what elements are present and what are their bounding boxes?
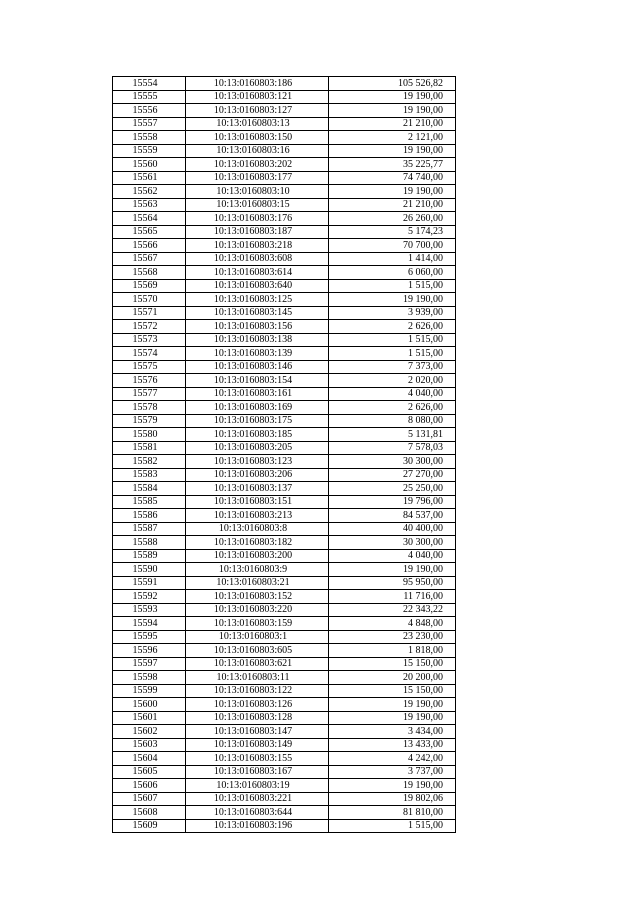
row-number-cell: 15601 [113,711,186,725]
row-number-cell: 15565 [113,225,186,239]
row-number-cell: 15585 [113,495,186,509]
value-cell: 19 190,00 [329,698,456,712]
table-row [113,293,456,307]
cadastral-number-cell: 10:13:0160803:19 [186,779,329,793]
table-row [113,144,456,158]
cadastral-number-cell: 10:13:0160803:159 [186,617,329,631]
value-cell: 7 373,00 [329,360,456,374]
cadastral-number-cell: 10:13:0160803:9 [186,563,329,577]
cadastral-number-cell: 10:13:0160803:167 [186,765,329,779]
value-cell: 4 040,00 [329,549,456,563]
row-number-cell: 15555 [113,90,186,104]
value-cell: 2 626,00 [329,320,456,334]
row-number-cell: 15554 [113,77,186,91]
row-number-cell: 15584 [113,482,186,496]
row-number-cell: 15573 [113,333,186,347]
table-row [113,819,456,833]
cadastral-number-cell: 10:13:0160803:21 [186,576,329,590]
row-number-cell: 15580 [113,428,186,442]
table-row [113,266,456,280]
row-number-cell: 15575 [113,360,186,374]
row-number-cell: 15577 [113,387,186,401]
table-row [113,374,456,388]
table-row [113,482,456,496]
table-row [113,347,456,361]
table-row [113,711,456,725]
value-cell: 15 150,00 [329,684,456,698]
cadastral-number-cell: 10:13:0160803:221 [186,792,329,806]
row-number-cell: 15589 [113,549,186,563]
cadastral-number-cell: 10:13:0160803:177 [186,171,329,185]
row-number-cell: 15557 [113,117,186,131]
table-row [113,509,456,523]
table-row [113,117,456,131]
table-row [113,77,456,91]
row-number-cell: 15596 [113,644,186,658]
value-cell: 74 740,00 [329,171,456,185]
row-number-cell: 15594 [113,617,186,631]
cadastral-number-cell: 10:13:0160803:202 [186,158,329,172]
value-cell: 13 433,00 [329,738,456,752]
row-number-cell: 15593 [113,603,186,617]
table-row [113,590,456,604]
table-row [113,279,456,293]
table-row [113,252,456,266]
cadastral-number-cell: 10:13:0160803:206 [186,468,329,482]
cadastral-number-cell: 10:13:0160803:138 [186,333,329,347]
cadastral-number-cell: 10:13:0160803:187 [186,225,329,239]
table-row [113,495,456,509]
row-number-cell: 15560 [113,158,186,172]
value-cell: 26 260,00 [329,212,456,226]
cadastral-number-cell: 10:13:0160803:182 [186,536,329,550]
cadastral-number-cell: 10:13:0160803:161 [186,387,329,401]
cadastral-number-cell: 10:13:0160803:149 [186,738,329,752]
cadastral-number-cell: 10:13:0160803:154 [186,374,329,388]
table-row [113,333,456,347]
cadastral-number-cell: 10:13:0160803:122 [186,684,329,698]
value-cell: 95 950,00 [329,576,456,590]
table-row [113,522,456,536]
row-number-cell: 15567 [113,252,186,266]
table-row [113,806,456,820]
row-number-cell: 15582 [113,455,186,469]
table-row [113,320,456,334]
value-cell: 2 121,00 [329,131,456,145]
row-number-cell: 15576 [113,374,186,388]
cadastral-value-table [112,76,456,833]
table-row [113,536,456,550]
value-cell: 15 150,00 [329,657,456,671]
cadastral-number-cell: 10:13:0160803:150 [186,131,329,145]
value-cell: 5 131,81 [329,428,456,442]
cadastral-number-cell: 10:13:0160803:13 [186,117,329,131]
value-cell: 19 190,00 [329,563,456,577]
cadastral-number-cell: 10:13:0160803:8 [186,522,329,536]
value-cell: 19 802,06 [329,792,456,806]
cadastral-number-cell: 10:13:0160803:156 [186,320,329,334]
row-number-cell: 15574 [113,347,186,361]
value-cell: 30 300,00 [329,455,456,469]
cadastral-number-cell: 10:13:0160803:16 [186,144,329,158]
cadastral-number-cell: 10:13:0160803:10 [186,185,329,199]
cadastral-number-cell: 10:13:0160803:151 [186,495,329,509]
row-number-cell: 15581 [113,441,186,455]
value-cell: 3 737,00 [329,765,456,779]
value-cell: 27 270,00 [329,468,456,482]
value-cell: 1 515,00 [329,279,456,293]
cadastral-number-cell: 10:13:0160803:213 [186,509,329,523]
cadastral-number-cell: 10:13:0160803:605 [186,644,329,658]
row-number-cell: 15606 [113,779,186,793]
value-cell: 5 174,23 [329,225,456,239]
cadastral-number-cell: 10:13:0160803:152 [186,590,329,604]
value-cell: 21 210,00 [329,117,456,131]
value-cell: 19 190,00 [329,293,456,307]
value-cell: 19 190,00 [329,144,456,158]
row-number-cell: 15558 [113,131,186,145]
value-cell: 19 190,00 [329,90,456,104]
cadastral-number-cell: 10:13:0160803:200 [186,549,329,563]
value-cell: 105 526,82 [329,77,456,91]
row-number-cell: 15569 [113,279,186,293]
row-number-cell: 15561 [113,171,186,185]
row-number-cell: 15564 [113,212,186,226]
row-number-cell: 15568 [113,266,186,280]
table-body [113,77,456,833]
cadastral-number-cell: 10:13:0160803:175 [186,414,329,428]
value-cell: 11 716,00 [329,590,456,604]
value-cell: 3 939,00 [329,306,456,320]
value-cell: 8 080,00 [329,414,456,428]
table-row [113,360,456,374]
value-cell: 2 626,00 [329,401,456,415]
table-row [113,549,456,563]
cadastral-number-cell: 10:13:0160803:640 [186,279,329,293]
value-cell: 21 210,00 [329,198,456,212]
cadastral-number-cell: 10:13:0160803:125 [186,293,329,307]
table-row [113,158,456,172]
table-row [113,225,456,239]
cadastral-number-cell: 10:13:0160803:146 [186,360,329,374]
row-number-cell: 15592 [113,590,186,604]
value-cell: 7 578,03 [329,441,456,455]
value-cell: 4 040,00 [329,387,456,401]
row-number-cell: 15597 [113,657,186,671]
cadastral-number-cell: 10:13:0160803:15 [186,198,329,212]
value-cell: 81 810,00 [329,806,456,820]
row-number-cell: 15607 [113,792,186,806]
row-number-cell: 15602 [113,725,186,739]
cadastral-number-cell: 10:13:0160803:621 [186,657,329,671]
value-cell: 19 190,00 [329,779,456,793]
row-number-cell: 15590 [113,563,186,577]
value-cell: 4 848,00 [329,617,456,631]
cadastral-number-cell: 10:13:0160803:169 [186,401,329,415]
value-cell: 70 700,00 [329,239,456,253]
value-cell: 40 400,00 [329,522,456,536]
value-cell: 19 796,00 [329,495,456,509]
cadastral-number-cell: 10:13:0160803:608 [186,252,329,266]
cadastral-number-cell: 10:13:0160803:644 [186,806,329,820]
row-number-cell: 15559 [113,144,186,158]
table-row [113,441,456,455]
value-cell: 19 190,00 [329,185,456,199]
value-cell: 22 343,22 [329,603,456,617]
row-number-cell: 15579 [113,414,186,428]
table-row [113,414,456,428]
row-number-cell: 15588 [113,536,186,550]
cadastral-number-cell: 10:13:0160803:220 [186,603,329,617]
value-cell: 6 060,00 [329,266,456,280]
cadastral-number-cell: 10:13:0160803:218 [186,239,329,253]
table-row [113,792,456,806]
cadastral-number-cell: 10:13:0160803:614 [186,266,329,280]
table-row [113,239,456,253]
cadastral-number-cell: 10:13:0160803:123 [186,455,329,469]
table-row [113,387,456,401]
row-number-cell: 15600 [113,698,186,712]
row-number-cell: 15603 [113,738,186,752]
row-number-cell: 15587 [113,522,186,536]
table-row [113,617,456,631]
table-row [113,563,456,577]
table-row [113,198,456,212]
row-number-cell: 15586 [113,509,186,523]
row-number-cell: 15583 [113,468,186,482]
cadastral-number-cell: 10:13:0160803:139 [186,347,329,361]
table-row [113,738,456,752]
row-number-cell: 15604 [113,752,186,766]
table-row [113,765,456,779]
table-row [113,779,456,793]
table-row [113,90,456,104]
row-number-cell: 15570 [113,293,186,307]
cadastral-number-cell: 10:13:0160803:121 [186,90,329,104]
table-row [113,671,456,685]
row-number-cell: 15608 [113,806,186,820]
value-cell: 3 434,00 [329,725,456,739]
cadastral-number-cell: 10:13:0160803:127 [186,104,329,118]
value-cell: 1 414,00 [329,252,456,266]
table-row [113,212,456,226]
value-cell: 1 818,00 [329,644,456,658]
table-row [113,657,456,671]
table-row [113,468,456,482]
row-number-cell: 15599 [113,684,186,698]
row-number-cell: 15572 [113,320,186,334]
cadastral-number-cell: 10:13:0160803:137 [186,482,329,496]
row-number-cell: 15566 [113,239,186,253]
value-cell: 20 200,00 [329,671,456,685]
row-number-cell: 15609 [113,819,186,833]
value-cell: 19 190,00 [329,711,456,725]
value-cell: 23 230,00 [329,630,456,644]
row-number-cell: 15591 [113,576,186,590]
cadastral-number-cell: 10:13:0160803:186 [186,77,329,91]
cadastral-number-cell: 10:13:0160803:176 [186,212,329,226]
table-row [113,104,456,118]
table-row [113,603,456,617]
table-row [113,684,456,698]
cadastral-number-cell: 10:13:0160803:155 [186,752,329,766]
value-cell: 1 515,00 [329,819,456,833]
cadastral-number-cell: 10:13:0160803:196 [186,819,329,833]
table-row [113,185,456,199]
row-number-cell: 15562 [113,185,186,199]
value-cell: 19 190,00 [329,104,456,118]
row-number-cell: 15563 [113,198,186,212]
value-cell: 4 242,00 [329,752,456,766]
table-row [113,725,456,739]
cadastral-number-cell: 10:13:0160803:1 [186,630,329,644]
cadastral-number-cell: 10:13:0160803:147 [186,725,329,739]
value-cell: 30 300,00 [329,536,456,550]
table-row [113,752,456,766]
table-row [113,131,456,145]
table-row [113,698,456,712]
table-row [113,455,456,469]
value-cell: 1 515,00 [329,347,456,361]
value-cell: 25 250,00 [329,482,456,496]
table-row [113,630,456,644]
cadastral-number-cell: 10:13:0160803:126 [186,698,329,712]
table-row [113,401,456,415]
row-number-cell: 15595 [113,630,186,644]
row-number-cell: 15571 [113,306,186,320]
table-row [113,576,456,590]
table-row [113,171,456,185]
row-number-cell: 15578 [113,401,186,415]
table-row [113,644,456,658]
table-row [113,306,456,320]
row-number-cell: 15605 [113,765,186,779]
row-number-cell: 15598 [113,671,186,685]
cadastral-number-cell: 10:13:0160803:128 [186,711,329,725]
cadastral-number-cell: 10:13:0160803:145 [186,306,329,320]
cadastral-number-cell: 10:13:0160803:205 [186,441,329,455]
value-cell: 1 515,00 [329,333,456,347]
value-cell: 2 020,00 [329,374,456,388]
cadastral-number-cell: 10:13:0160803:11 [186,671,329,685]
value-cell: 35 225,77 [329,158,456,172]
value-cell: 84 537,00 [329,509,456,523]
table-row [113,428,456,442]
cadastral-number-cell: 10:13:0160803:185 [186,428,329,442]
row-number-cell: 15556 [113,104,186,118]
